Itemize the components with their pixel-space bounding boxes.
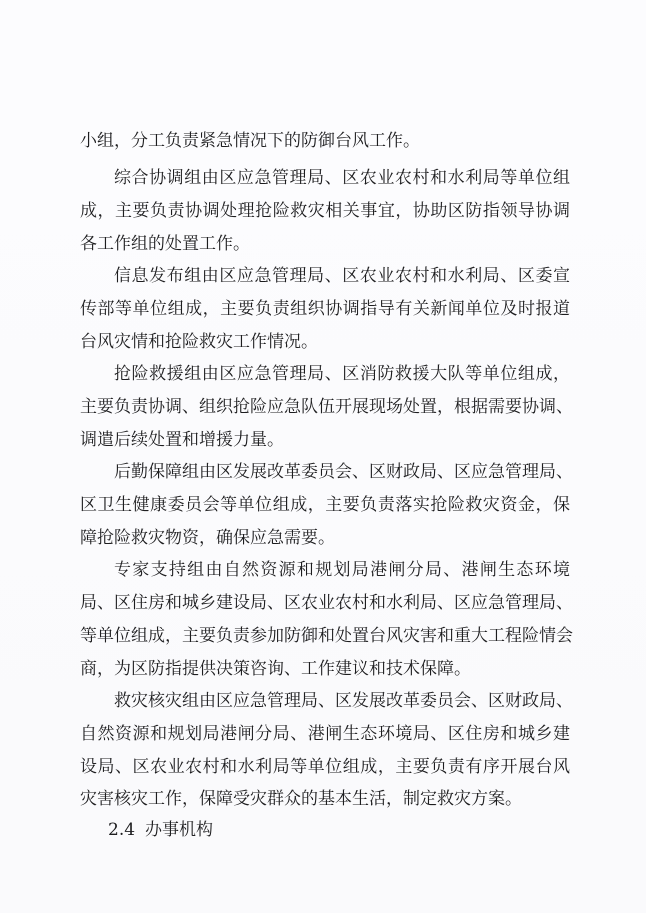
- paragraph-line: 传部等单位组成，主要负责组织协调指导有关新闻单位及时报道: [80, 299, 570, 319]
- paragraph-line: 成，主要负责协调处理抢险救灾相关事宜，协助区防指领导协调: [80, 201, 570, 221]
- section-title: 办事机构: [145, 820, 214, 840]
- paragraph-line: 区卫生健康委员会等单位组成，主要负责落实抢险救灾资金，保: [80, 495, 570, 515]
- paragraph-line: 台风灾情和抢险救灾工作情况。: [80, 332, 318, 352]
- section-number: 2.4: [108, 820, 136, 840]
- paragraph-line: 障抢险救灾物资，确保应急需要。: [80, 528, 335, 548]
- paragraph-line: 调遣后续处置和增援力量。: [80, 430, 284, 450]
- paragraph-line: 综合协调组由区应急管理局、区农业农村和水利局等单位组: [114, 168, 570, 188]
- paragraph-line: 等单位组成，主要负责参加防御和处置台风灾害和重大工程险情会: [80, 626, 573, 646]
- paragraph-line: 商，为区防指提供决策咨询、工作建议和技术保障。: [80, 659, 471, 679]
- paragraph-line: 主要负责协调、组织抢险应急队伍开展现场处置，根据需要协调、: [80, 397, 573, 417]
- paragraph-line: 自然资源和规划局港闸分局、港闸生态环境局、区住房和城乡建: [80, 724, 570, 744]
- paragraph-line: 小组，分工负责紧急情况下的防御台风工作。: [80, 131, 420, 151]
- paragraph-line: 各工作组的处置工作。: [80, 234, 250, 254]
- section-heading: [108, 820, 213, 840]
- paragraph-line: 局、区住房和城乡建设局、区农业农村和水利局、区应急管理局、: [80, 593, 573, 613]
- paragraph-line: 灾害核灾工作，保障受灾群众的基本生活，制定救灾方案。: [80, 789, 522, 809]
- paragraph-line: 抢险救援组由区应急管理局、区消防救援大队等单位组成，: [114, 364, 570, 384]
- paragraph-line: 专家支持组由自然资源和规划局港闸分局、港闸生态环境: [114, 560, 570, 580]
- paragraph-line: 后勤保障组由区发展改革委员会、区财政局、区应急管理局、: [114, 462, 573, 482]
- paragraph-line: 信息发布组由区应急管理局、区农业农村和水利局、区委宣: [114, 266, 570, 286]
- paragraph-line: 救灾核灾组由区应急管理局、区发展改革委员会、区财政局、: [114, 691, 573, 711]
- paragraph-line: 设局、区农业农村和水利局等单位组成，主要负责有序开展台风: [80, 757, 570, 777]
